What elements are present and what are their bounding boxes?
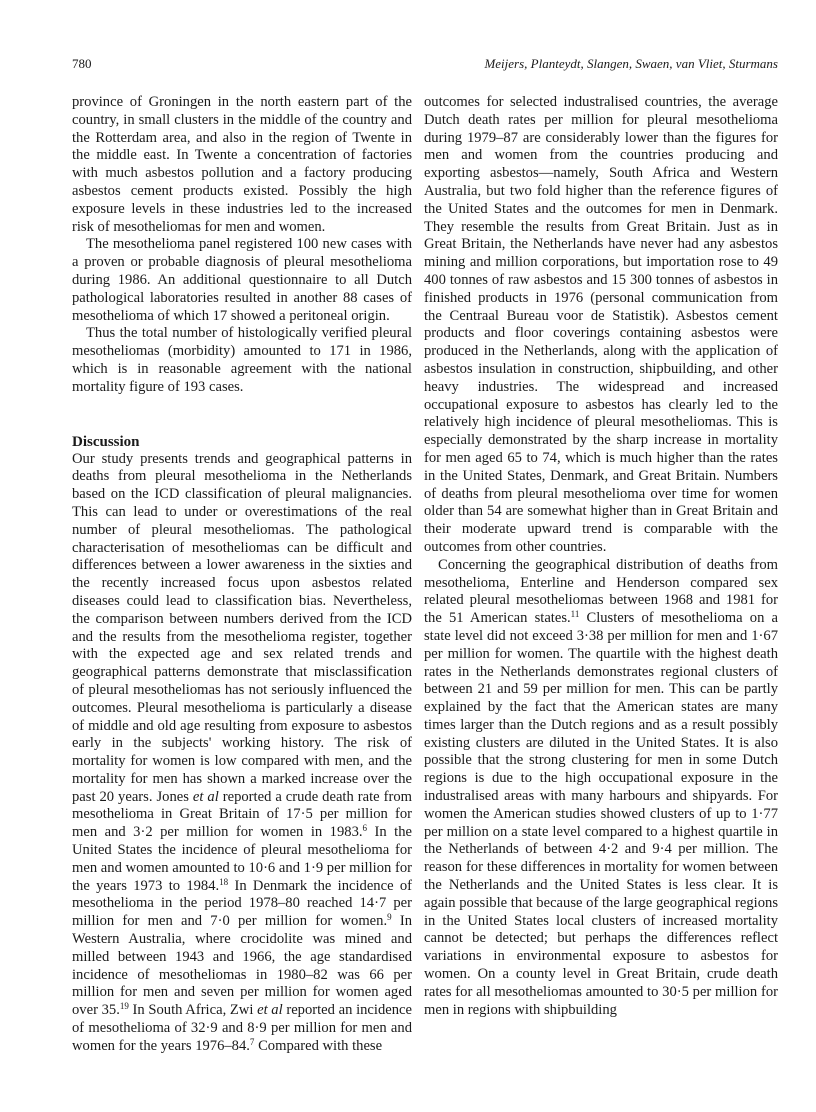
reference-mark: 7 bbox=[249, 1036, 255, 1047]
reference-mark: 11 bbox=[570, 609, 580, 620]
citation-et-al: et al bbox=[192, 788, 219, 805]
paragraph: outcomes for selected industralised countries, the average Dutch death rates per million for pleural mesothelioma during 1979–87 are considerably lower than the figures for men and women from the countries producing and exporting asbestos—namely, South Africa and Western Australia, but two fold higher than the reference figures of the United States and the outcomes for men in Denmark. They resemble the results from Great Britain. Just as in Great Britain, the Netherlands have never had any asbestos mining and million corporations, but importation rose to 49 400 tonnes of raw asbestos and 15 300 tonnes of asbestos in finished products in 1976 (personal communication from the Centraal Bureau voor de Statistik). Asbestos cement products and floor coverings containing asbestos were produced in the Netherlands, along with the application of asbestos insulation in construction, shipbuilding, and other heavy industries. The widespread and increased occupational exposure to asbestos has clearly led to the relatively high incidence of pleural mesotheliomas. This is especially demonstrated by the sharp increase in mortality for men aged 65 to 74, which is much higher than the rates in the United States, Denmark, and Great Britain. Numbers of deaths from pleural mesothelioma over time for women older than 54 are somewhat higher than in Great Britain and their moderate upward trend is comparable with the outcomes from other countries. bbox=[424, 94, 778, 555]
text-run: In Western Australia, where crocidolite was mined and milled between 1943 and 1966, the age standardised incidence of mesotheliomas in 1980–82 was 66 per million for men and seven per million for women aged over 35. bbox=[72, 913, 412, 1019]
reference-mark: 18 bbox=[219, 876, 229, 887]
section-heading-discussion: Discussion bbox=[72, 433, 140, 450]
text-run: Clusters of mesothelioma on a state level did not exceed 3·38 per million for men and 1·67 per million for women. The quartile with the highest death rates in the Netherlands demonstrates regional clusters of between 21 and 59 per million for men. This can be partly explained by the fact that the American states are many times larger than the Dutch regions and as a result possibly existing clusters are diluted in the United States. It is also possible that the strong clustering for men in some Dutch regions is due to the high occupational exposure in the industralised areas with many harbours and shipyards. For women the American studies showed clusters of up to 1·77 per million on a state level compared to a highest quartile in the Netherlands of between 4·2 and 9·4 per million. The reason for these differences in mortality for women between the Netherlands and the United States is less clear. It is again possible that because of the large geographical regions in the United States local clusters of increased mortality cannot be detected; but perhaps the differences reflect variations in environmental exposure to asbestos for women. On a county level in Great Britain, crude death rates for all mesotheliomas amounted to 30·5 per million for men in regions with shipbuilding bbox=[424, 610, 778, 1018]
page-header bbox=[72, 56, 778, 76]
text-run: reported an incidence of mesothelioma of 32·9 and 8·9 per million for men and women for the years 1976–84. bbox=[72, 1002, 412, 1054]
paragraph bbox=[424, 557, 778, 1020]
paragraph: Thus the total number of histologically verified pleural mesotheliomas (morbidity) amounted to 171 in 1986, which is in reasonable agreement with the national mortality figure of 193 cases. bbox=[72, 325, 412, 395]
paragraph: The mesothelioma panel registered 100 new cases with a proven or probable diagnosis of pleural mesothelioma during 1986. An additional questionnaire to all Dutch pathological laboratories resulted in another 88 cases of mesothelioma of which 17 showed a peritoneal origin. bbox=[72, 236, 412, 324]
reference-mark: 6 bbox=[362, 823, 368, 834]
section-gap bbox=[72, 397, 412, 433]
paragraph bbox=[72, 451, 412, 1056]
text-run: Compared with these bbox=[254, 1037, 383, 1054]
reference-mark: 19 bbox=[119, 1001, 129, 1012]
left-column bbox=[72, 94, 412, 1056]
text-run: reported a crude death rate from mesothelioma in Great Britain of 17·5 per million for men and 3·2 per million for women in 1983. bbox=[72, 788, 412, 841]
text-run: In South Africa, Zwi bbox=[128, 1002, 254, 1019]
page-number: 780 bbox=[72, 56, 92, 71]
right-column bbox=[424, 94, 778, 1019]
text-run: In the United States the incidence of pleural mesothelioma for men and women amounted to 10·6 and 1·9 per million for the years 1973 to 1984. bbox=[72, 824, 412, 894]
running-head: Meijers, Planteydt, Slangen, Swaen, van Vliet, Sturmans bbox=[484, 56, 778, 71]
text-run: In Denmark the incidence of mesothelioma in the period 1978–80 reached 14·7 per million for men and 7·0 per million for women. bbox=[72, 877, 412, 930]
text-run: Our study presents trends and geographical patterns in deaths from pleural mesothelioma in the Netherlands based on the ICD classification of pleural malignancies. This can lead to under or overestimations of the real number of pleural mesotheliomas. The pathological characterisation of mesotheliomas can be difficult and differences between a lower awareness in the sixties and the recently increased focus upon asbestos related diseases could lead to classification bias. Nevertheless, the comparison between numbers derived from the ICD and the results from the mesothelioma register, together with the expected age and sex related trends and geographical patterns demonstrate that misclassification of pleural mesotheliomas has not seriously influenced the outcomes. Pleural mesothelioma is particularly a disease of middle and old age resulting from exposure to asbestos early in the subjects' working history. The risk of mortality for women is low compared with men, and the mortality for men has shown a marked increase over the past 20 years. Jones bbox=[72, 450, 412, 805]
citation-et-al: et al bbox=[257, 1002, 283, 1019]
paragraph: province of Groningen in the north eastern part of the country, in small clusters in the middle of the country and the Rotterdam area, and also in the region of Twente in the middle east. In Twente a concentration of factories with much asbestos pollution and a factory producing asbestos cement products existed. Possibly the high exposure levels in these industries led to the increased risk of mesotheliomas for men and women. bbox=[72, 94, 412, 235]
text-run: Concerning the geographical distribution of deaths from mesothelioma, Enterline and Henderson compared sex related pleural mesotheliomas between 1968 and 1981 for the 51 American states. bbox=[424, 556, 778, 627]
reference-mark: 9 bbox=[387, 912, 392, 923]
